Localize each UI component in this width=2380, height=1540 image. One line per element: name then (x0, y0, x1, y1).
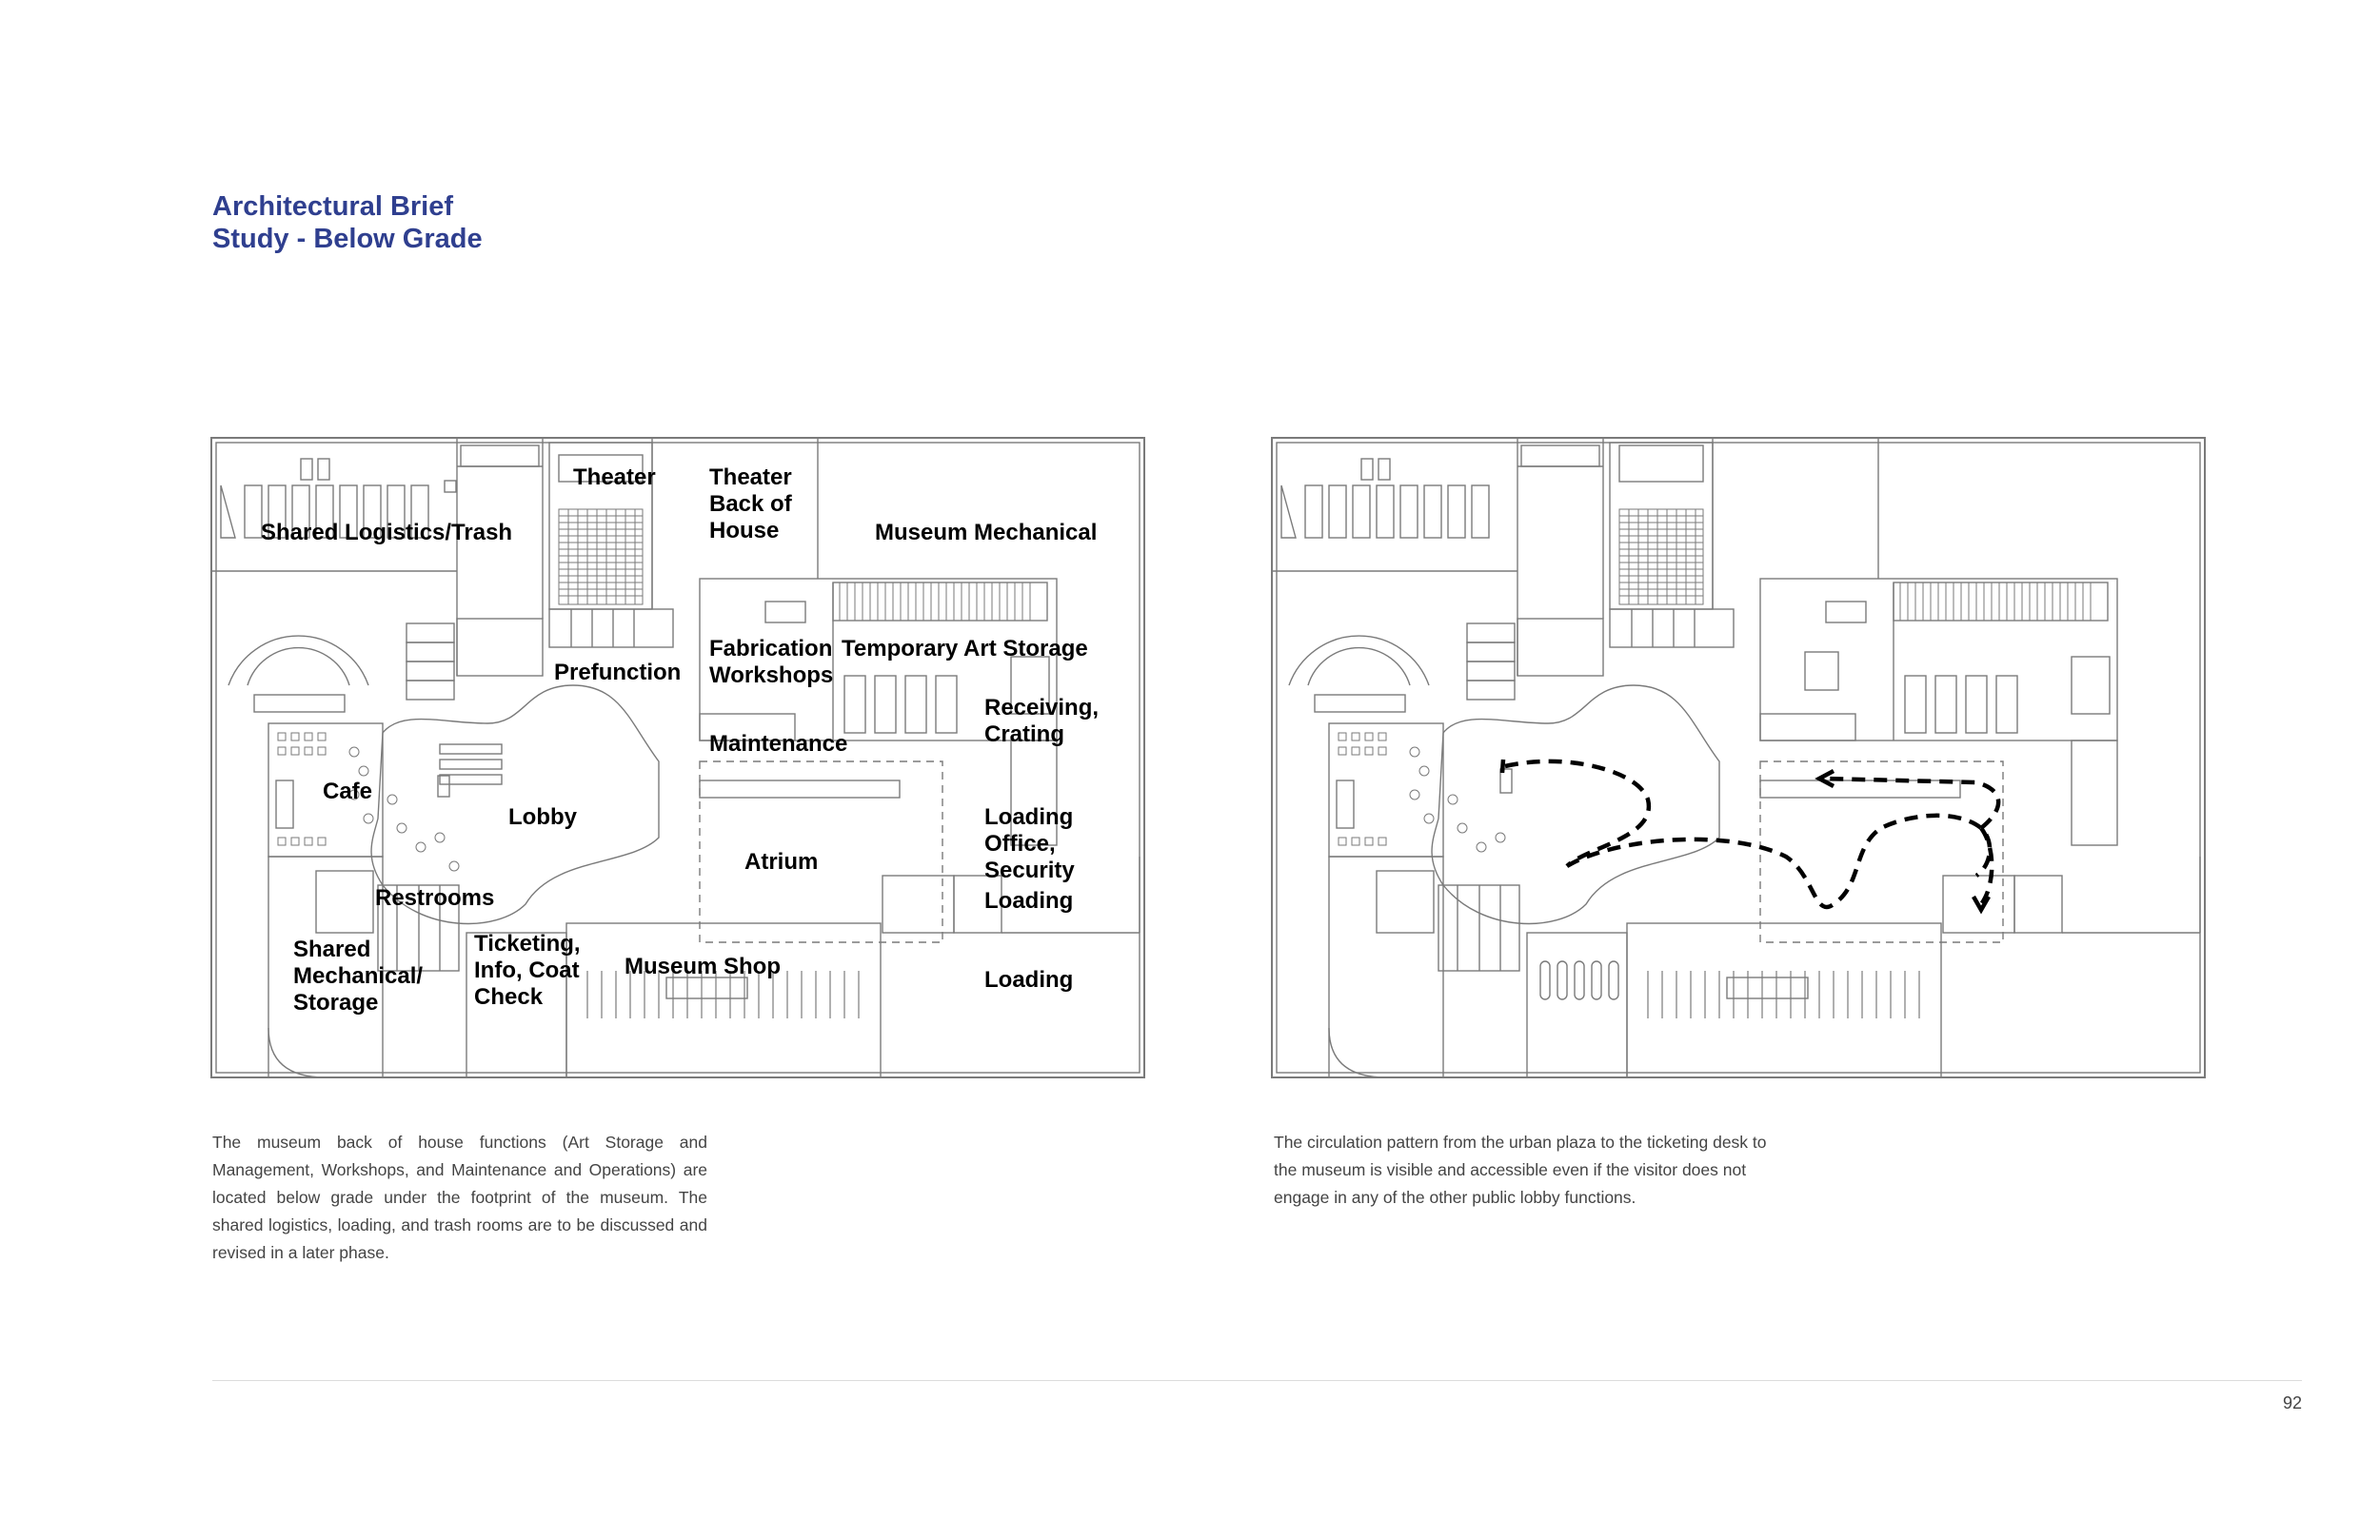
caption-right: The circulation pattern from the urban plaza to the ticketing desk to the museum is visible and accessible even if the visitor does not engage in any of the other public lobby functions. (1274, 1133, 1767, 1207)
label-receiving-crating: Receiving, Crating (984, 695, 1100, 747)
label-prefunction: Prefunction (554, 660, 682, 685)
label-museum-shop: Museum Shop (625, 954, 782, 979)
label-atrium: Atrium (744, 849, 819, 875)
label-theater-back-of-house: Theater Back of House (709, 464, 792, 543)
label-maintenance: Maintenance (709, 731, 848, 757)
page-title (212, 190, 483, 255)
caption-left: The museum back of house functions (Art Storage and Management, Workshops, and Maintenance and Operations) are located below grade under the footprint of the museum. The shared logistics, loading, and trash rooms are to be discussed and revised in a later phase. (212, 1133, 707, 1262)
label-shared-logistics: Shared Logistics/Trash (261, 520, 513, 545)
circulation-path (1505, 761, 1998, 907)
label-loading-2: Loading (984, 967, 1074, 993)
floor-plan-circulation (1272, 438, 2205, 1077)
label-fabrication-workshops: Fabrication Workshops (709, 636, 834, 688)
floor-plan-labeled (211, 438, 1144, 1077)
label-loading-office-security: Loading Office, Security (984, 804, 1075, 883)
circulation-arrowheads (1502, 760, 1989, 910)
label-museum-mechanical: Museum Mechanical (875, 520, 1098, 545)
label-shared-mechanical-storage: Shared Mechanical/ Storage (293, 937, 424, 1016)
label-restrooms: Restrooms (375, 885, 495, 911)
label-ticketing-info-coat-check: Ticketing, Info, Coat Check (474, 931, 581, 1010)
label-theater: Theater (573, 464, 656, 490)
footer-rule (212, 1380, 2302, 1381)
title-line-1: Architectural Brief (212, 191, 454, 222)
label-temporary-art-storage: Temporary Art Storage (842, 636, 1088, 661)
circulation-plan-drawing (1272, 438, 2205, 1077)
label-lobby: Lobby (508, 804, 577, 830)
label-loading-1: Loading (984, 888, 1074, 914)
label-cafe: Cafe (323, 779, 373, 804)
title-line-2: Study - Below Grade (212, 224, 483, 254)
page-number: 92 (2282, 1393, 2302, 1412)
